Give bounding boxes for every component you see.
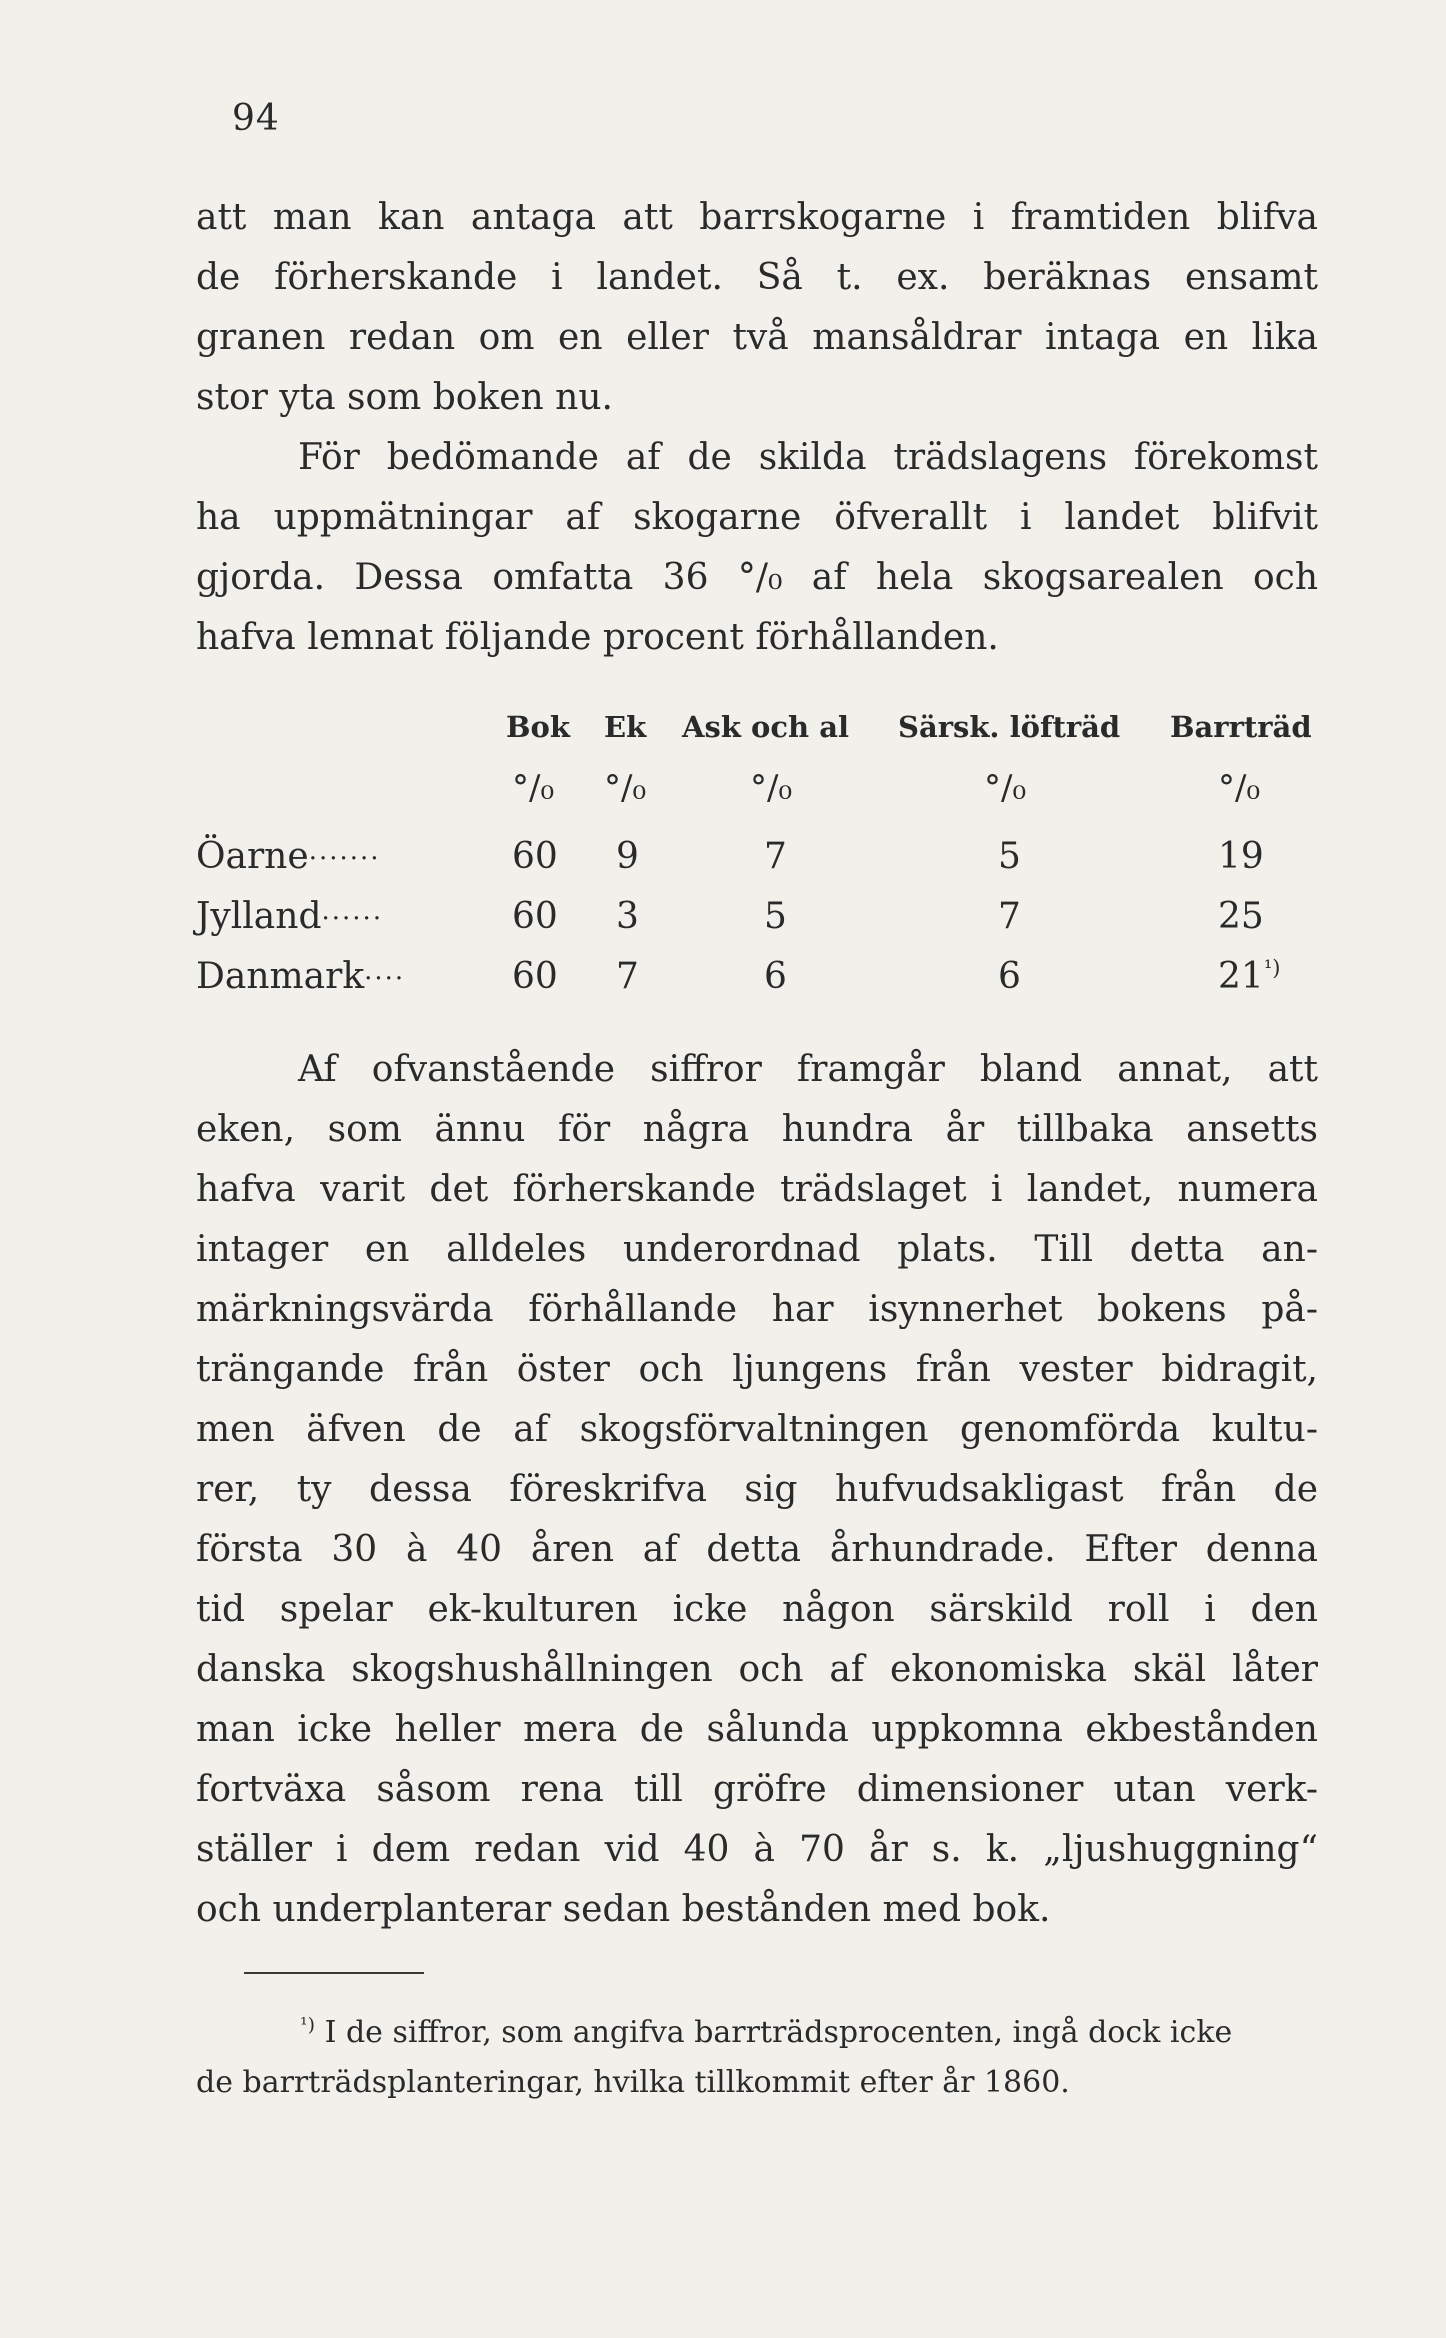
table-cell: 7: [764, 836, 787, 877]
table-header-sarsk-lofrad: Särsk. löfträd: [898, 710, 1121, 744]
text-line: För bedömande af de skilda trädslagens förekomst: [298, 437, 1318, 478]
text-line: ställer i dem redan vid 40 à 70 år s. k. „ljushuggning“: [196, 1829, 1318, 1870]
leader-dots: ·······: [308, 844, 381, 874]
table-cell: 5: [998, 836, 1021, 877]
text-line: rer, ty dessa föreskrifva sig hufvudsakligast från de: [196, 1469, 1318, 1510]
table-cell: 25: [1218, 896, 1264, 937]
footnote-text: I de siffror, som angifva barrträdsprocenten, ingå dock icke: [324, 2015, 1233, 2050]
text-line: trängande från öster och ljungens från vester bidragit,: [196, 1349, 1318, 1390]
text-line: granen redan om en eller två mansåldrar intaga en lika: [196, 317, 1318, 358]
table-unit-ask: °/₀: [750, 768, 793, 808]
text-line: hafva lemnat följande procent förhållanden.: [196, 617, 999, 658]
footnote-line: [196, 2000, 1326, 2058]
text-line: gjorda. Dessa omfatta 36 °/₀ af hela skogsarealen och: [196, 557, 1318, 598]
table-unit-bok: °/₀: [512, 768, 555, 808]
text-line: märkningsvärda förhållande har isynnerhet bokens på-: [196, 1289, 1318, 1330]
text-line: ha uppmätningar af skogarne öfverallt i landet blifvit: [196, 497, 1318, 538]
table-header-ask-och-al: Ask och al: [682, 710, 850, 744]
table-row-label: [196, 836, 381, 877]
text-line: stor yta som boken nu.: [196, 377, 613, 418]
table-header-barrtrad: Barrträd: [1170, 710, 1312, 744]
leader-dots: ······: [321, 904, 384, 934]
table-cell: 7: [998, 896, 1021, 937]
table-cell: 3: [616, 896, 639, 937]
table-row-label: [196, 956, 405, 997]
text-line: de förherskande i landet. Så t. ex. beräknas ensamt: [196, 257, 1318, 298]
text-line: tid spelar ek-kulturen icke någon särskild roll i den: [196, 1589, 1318, 1630]
cell-value: 21: [1218, 956, 1264, 997]
table-cell: 9: [616, 836, 639, 877]
table-cell: 19: [1218, 836, 1264, 877]
table-cell: 6: [998, 956, 1021, 997]
paragraph-intro: [196, 188, 1318, 428]
table-header-bok: Bok: [506, 710, 570, 744]
footnote-mark: ¹): [300, 2014, 316, 2036]
row-label-text: Danmark: [196, 956, 365, 997]
footnote-line: de barrträdsplanteringar, hvilka tillkommit efter år 1860.: [196, 2065, 1070, 2100]
table-unit-barr: °/₀: [1218, 768, 1261, 808]
leader-dots: ····: [364, 964, 406, 994]
text-line: eken, som ännu för några hundra år tillbaka ansetts: [196, 1109, 1318, 1150]
paragraph-measurements: [196, 428, 1318, 668]
text-line: hafva varit det förherskande trädslaget i landet, numera: [196, 1169, 1318, 1210]
text-line: intager en alldeles underordnad plats. Till detta an-: [196, 1229, 1318, 1270]
table-cell: 7: [616, 956, 639, 997]
text-line: danska skogshushållningen och af ekonomiska skäl låter: [196, 1649, 1318, 1690]
footnote-marker: ¹): [1263, 956, 1281, 980]
text-line: och underplanterar sedan bestånden med bok.: [196, 1889, 1051, 1930]
table-cell: 5: [764, 896, 787, 937]
table-unit-sarsk: °/₀: [984, 768, 1027, 808]
table-cell: 60: [512, 956, 558, 997]
table-cell: 6: [764, 956, 787, 997]
row-label-text: Öarne: [196, 836, 309, 877]
table-header-ek: Ek: [604, 710, 647, 744]
table-cell: 60: [512, 836, 558, 877]
text-line: fortväxa såsom rena till gröfre dimensioner utan verk-: [196, 1769, 1318, 1810]
text-line: att man kan antaga att barrskogarne i framtiden blifva: [196, 197, 1318, 238]
footnote-divider: [244, 1972, 424, 1974]
footnote: [196, 2000, 1326, 2108]
paragraph-analysis: [196, 1040, 1318, 1940]
text-line: man icke heller mera de sålunda uppkomna ekbestånden: [196, 1709, 1318, 1750]
table-cell: 60: [512, 896, 558, 937]
text-line: men äfven de af skogsförvaltningen genomförda kultu-: [196, 1409, 1318, 1450]
text-line: första 30 à 40 åren af detta århundrade. Efter denna: [196, 1529, 1318, 1570]
page-number: 94: [232, 98, 280, 139]
table-unit-ek: °/₀: [604, 768, 647, 808]
table-cell: [1218, 956, 1280, 997]
text-line: Af ofvanstående siffror framgår bland annat, att: [298, 1049, 1318, 1090]
row-label-text: Jylland: [196, 896, 322, 937]
table-row-label: [196, 896, 383, 937]
